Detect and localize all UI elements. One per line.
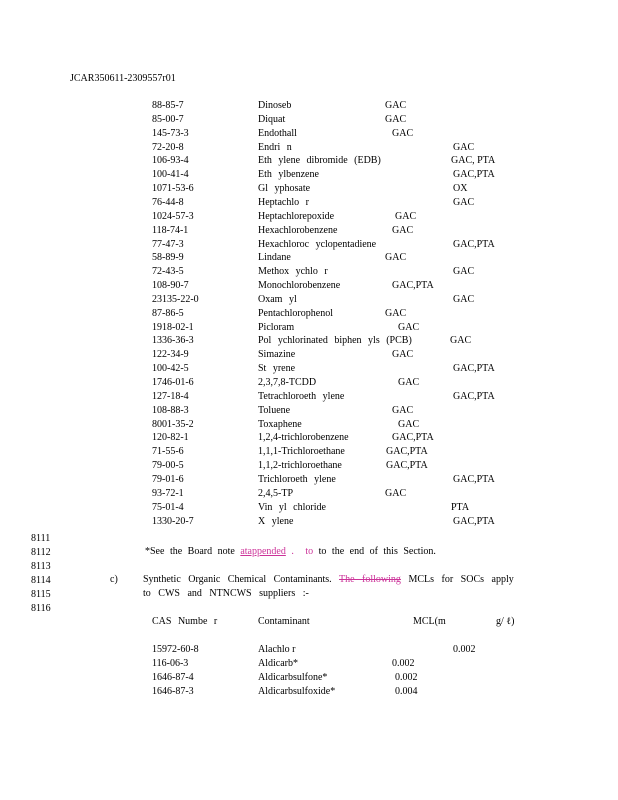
contaminant-name: Endothall <box>258 128 297 139</box>
cas-number: 87-86-5 <box>152 308 184 319</box>
section-c-line2: to CWS and NTNCWS suppliers :- <box>143 588 309 599</box>
treatment-technology: GAC, PTA <box>451 155 496 166</box>
line-number: 8113 <box>31 561 51 572</box>
cas-number: 76-44-8 <box>152 197 184 208</box>
cas-number: 72-43-5 <box>152 266 184 277</box>
treatment-technology: GAC <box>398 377 420 388</box>
contaminant-name: Oxam yl <box>258 294 297 305</box>
contaminant-name: X ylene <box>258 516 294 527</box>
cas-number: 127-18-4 <box>152 391 189 402</box>
treatment-technology: GAC <box>453 142 475 153</box>
contaminant-name: Toluene <box>258 405 291 416</box>
cas-number: 79-00-5 <box>152 460 184 471</box>
struck-text: The following <box>339 574 401 585</box>
cas-number: 8001-35-2 <box>152 419 194 430</box>
line-number: 8112 <box>31 547 51 558</box>
cas-number: 72-20-8 <box>152 142 184 153</box>
cas-number: 93-72-1 <box>152 488 184 499</box>
cas-number: 79-01-6 <box>152 474 184 485</box>
treatment-technology: GAC,PTA <box>453 239 495 250</box>
contaminant-name: 1,1,2-trichloroethane <box>258 460 342 471</box>
treatment-technology: GAC <box>392 128 414 139</box>
line-number: 8114 <box>31 575 51 586</box>
header-cas: CAS Numbe r <box>152 616 218 627</box>
header-contaminant: Contaminant <box>258 616 310 627</box>
cas-number: 75-01-4 <box>152 502 184 513</box>
cas-number: 85-00-7 <box>152 114 184 125</box>
contaminant-name: 1,1,1-Trichloroethane <box>258 446 345 457</box>
treatment-technology: GAC <box>453 197 475 208</box>
cas-number: 120-82-1 <box>152 432 189 443</box>
contaminant-name: Endri n <box>258 142 292 153</box>
treatment-technology: PTA <box>451 502 470 513</box>
treatment-technology: GAC,PTA <box>386 460 428 471</box>
contaminant-name: Heptachlorepoxide <box>258 211 335 222</box>
board-note: *See the Board note atappended . to to the end of this Section. <box>145 546 436 557</box>
section-c-line1-end: MCLs for SOCs apply <box>408 574 514 585</box>
cas-number: 108-90-7 <box>152 280 189 291</box>
contaminant-name: Tetrachloroeth ylene <box>258 391 345 402</box>
contaminant-name: Lindane <box>258 252 291 263</box>
treatment-technology: GAC,PTA <box>453 391 495 402</box>
treatment-technology: GAC <box>385 100 407 111</box>
treatment-technology: GAC,PTA <box>453 474 495 485</box>
treatment-technology: GAC <box>392 349 414 360</box>
contaminant-name: Aldicarbsulfone* <box>258 672 328 683</box>
mcl-value: 0.004 <box>395 686 418 697</box>
line-number: 8115 <box>31 589 51 600</box>
contaminant-name: Aldicarb* <box>258 658 298 669</box>
section-c-line1 <box>143 574 514 586</box>
treatment-technology: GAC <box>398 322 420 333</box>
treatment-technology: GAC,PTA <box>386 446 428 457</box>
contaminant-name: Picloram <box>258 322 295 333</box>
treatment-technology: GAC,PTA <box>392 432 434 443</box>
cas-number: 15972-60-8 <box>152 644 199 655</box>
cas-number: 1336-36-3 <box>152 335 194 346</box>
cas-number: 1646-87-3 <box>152 686 194 697</box>
contaminant-name: 1,2,4-trichlorobenzene <box>258 432 349 443</box>
contaminant-name: Methox ychlo r <box>258 266 328 277</box>
contaminant-name: Eth ylbenzene <box>258 169 319 180</box>
cas-number: 71-55-6 <box>152 446 184 457</box>
cas-number: 1646-87-4 <box>152 672 194 683</box>
contaminant-name: St yrene <box>258 363 296 374</box>
mcl-value: 0.002 <box>453 644 476 655</box>
contaminant-name: Diquat <box>258 114 286 125</box>
contaminant-name: Aldicarbsulfoxide* <box>258 686 336 697</box>
cas-number: 1918-02-1 <box>152 322 194 333</box>
treatment-technology: GAC,PTA <box>392 280 434 291</box>
cas-number: 1746-01-6 <box>152 377 194 388</box>
cas-number: 77-47-3 <box>152 239 184 250</box>
contaminant-name: Toxaphene <box>258 419 302 430</box>
cas-number: 116-06-3 <box>152 658 189 669</box>
treatment-technology: GAC <box>395 211 417 222</box>
mcl-value: 0.002 <box>392 658 415 669</box>
contaminant-name: 2,4,5-TP <box>258 488 293 499</box>
header-unit: g/ ℓ) <box>496 616 515 627</box>
contaminant-name: Eth ylene dibromide (EDB) <box>258 155 381 166</box>
treatment-technology: GAC <box>398 419 420 430</box>
contaminant-name: Monochlorobenzene <box>258 280 341 291</box>
treatment-technology: GAC <box>453 294 475 305</box>
treatment-technology: GAC <box>385 488 407 499</box>
contaminant-name: Pol ychlorinated biphen yls (PCB) <box>258 335 412 346</box>
document-id: JCAR350611-2309557r01 <box>70 73 176 84</box>
treatment-technology: GAC <box>385 308 407 319</box>
contaminant-name: Alachlo r <box>258 644 296 655</box>
treatment-technology: GAC <box>453 266 475 277</box>
contaminant-name: Vin yl chloride <box>258 502 326 513</box>
cas-number: 58-89-9 <box>152 252 184 263</box>
treatment-technology: GAC <box>385 114 407 125</box>
contaminant-name: Simazine <box>258 349 296 360</box>
cas-number: 108-88-3 <box>152 405 189 416</box>
cas-number: 1024-57-3 <box>152 211 194 222</box>
contaminant-name: Gl yphosate <box>258 183 311 194</box>
cas-number: 118-74-1 <box>152 225 189 236</box>
contaminant-name: Hexachloroc yclopentadiene <box>258 239 377 250</box>
note-suffix: to the end of this Section. <box>318 546 436 557</box>
cas-number: 145-73-3 <box>152 128 189 139</box>
contaminant-name: Pentachlorophenol <box>258 308 333 319</box>
contaminant-name: 2,3,7,8-TCDD <box>258 377 317 388</box>
section-c-heading: Synthetic Organic Chemical Contaminants. <box>143 574 332 585</box>
contaminant-name: Dinoseb <box>258 100 292 111</box>
contaminant-name: Hexachlorobenzene <box>258 225 338 236</box>
mcl-value: 0.002 <box>395 672 418 683</box>
cas-number: 106-93-4 <box>152 155 189 166</box>
line-number: 8116 <box>31 603 51 614</box>
treatment-technology: GAC,PTA <box>453 169 495 180</box>
contaminant-name: Trichloroeth ylene <box>258 474 336 485</box>
contaminant-name: Heptachlo r <box>258 197 309 208</box>
cas-number: 100-42-5 <box>152 363 189 374</box>
treatment-technology: GAC <box>450 335 472 346</box>
cas-number: 23135-22-0 <box>152 294 199 305</box>
cas-number: 1071-53-6 <box>152 183 194 194</box>
line-number: 8111 <box>31 533 51 544</box>
treatment-technology: OX <box>453 183 468 194</box>
cas-number: 88-85-7 <box>152 100 184 111</box>
treatment-technology: GAC <box>392 225 414 236</box>
header-mcl: MCL(m <box>413 616 446 627</box>
cas-number: 1330-20-7 <box>152 516 194 527</box>
treatment-technology: GAC <box>385 252 407 263</box>
treatment-technology: GAC,PTA <box>453 363 495 374</box>
note-prefix: *See the Board note <box>145 546 235 557</box>
note-inserted-text: atappended <box>240 546 286 557</box>
cas-number: 122-34-9 <box>152 349 189 360</box>
cas-number: 100-41-4 <box>152 169 189 180</box>
section-marker: c) <box>110 574 118 585</box>
treatment-technology: GAC,PTA <box>453 516 495 527</box>
treatment-technology: GAC <box>392 405 414 416</box>
